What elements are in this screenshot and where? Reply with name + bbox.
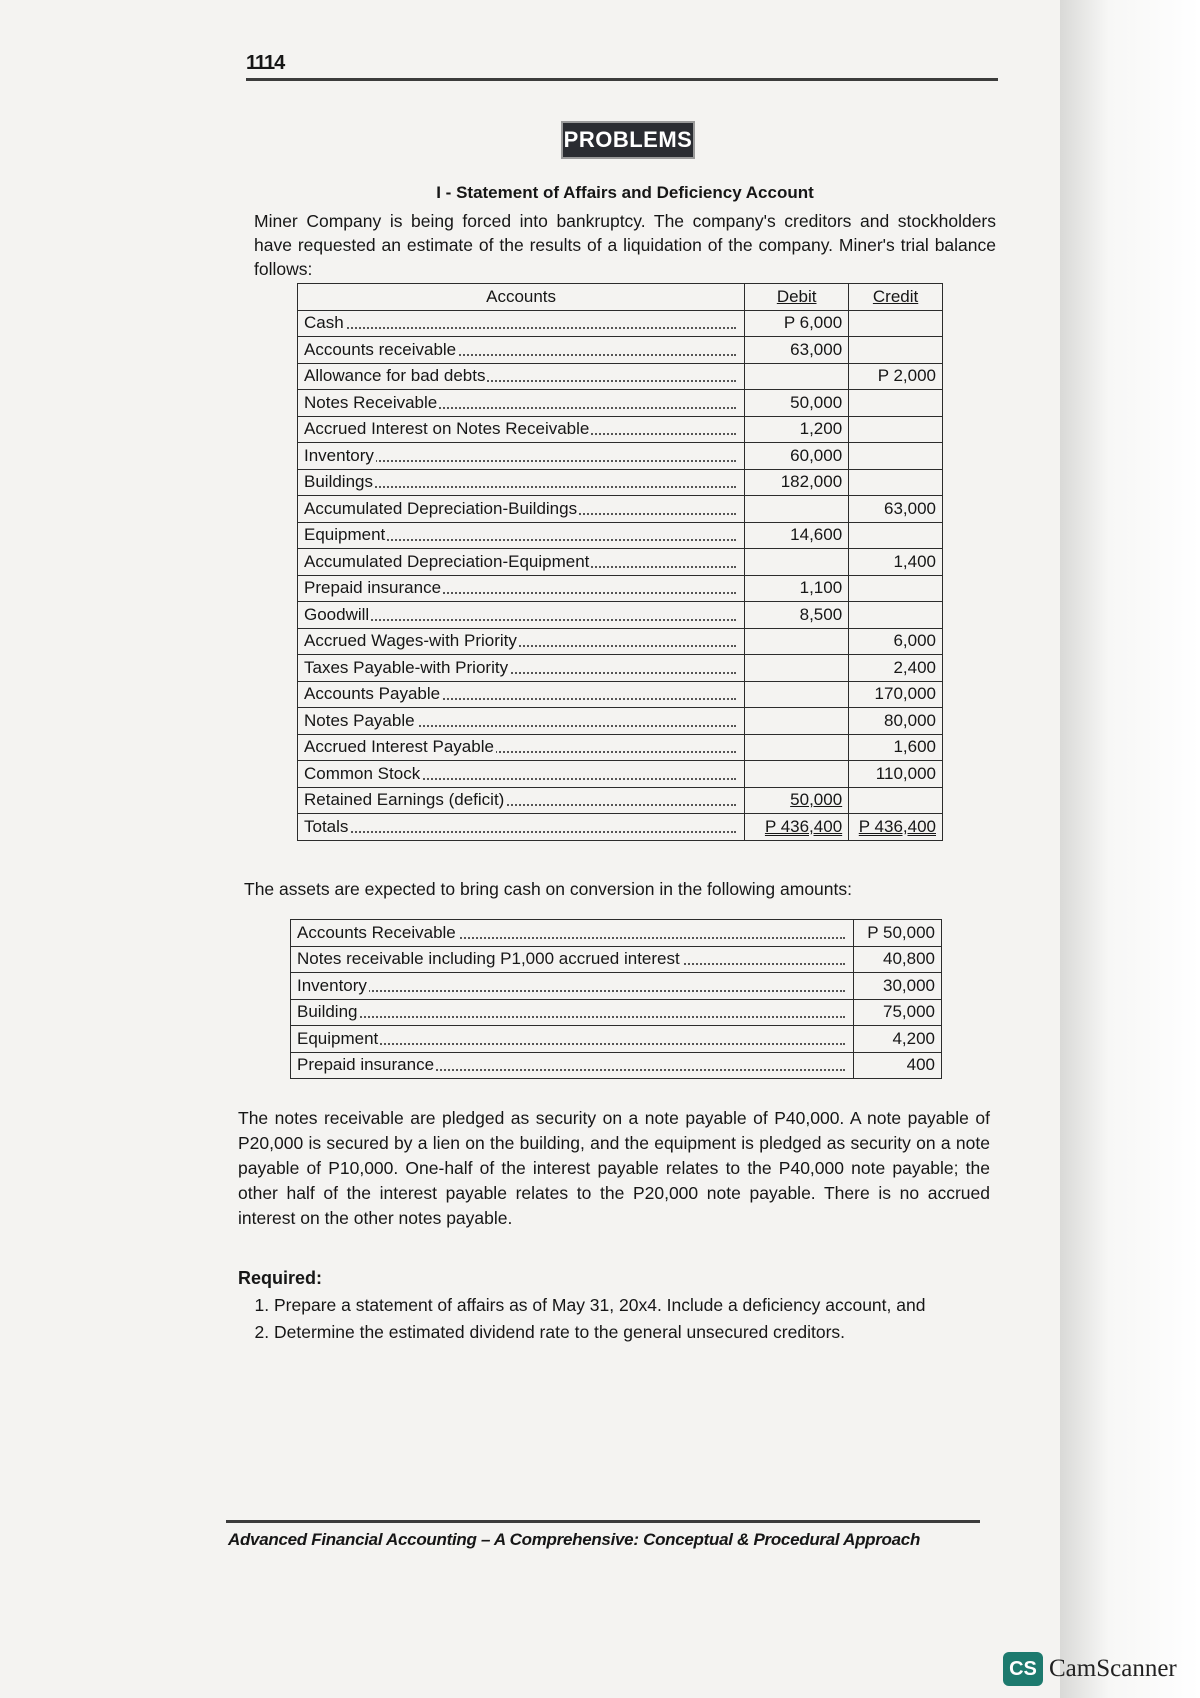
account-name: Retained Earnings (deficit) xyxy=(304,790,505,810)
table-row xyxy=(291,920,942,947)
debit-cell xyxy=(745,761,849,788)
notes-paragraph: The notes receivable are pledged as security on a note payable of P40,000. A note payable of P20,000 is secured by a lien on the building, and the equipment is pledged as security on a note payable of P10,000. One-half of the interest payable relates to the P40,000 note payable; the other half of the interest payable relates to the P20,000 note payable. There is no accrued interest on the other notes payable. xyxy=(238,1108,990,1228)
amount-cell xyxy=(853,1026,941,1053)
asset-name: Building xyxy=(297,1002,358,1022)
credit-cell xyxy=(849,575,943,602)
table-row xyxy=(298,575,943,602)
asset-name-cell xyxy=(291,920,854,947)
debit-cell xyxy=(745,681,849,708)
required-list xyxy=(238,1292,994,1346)
total-debit-cell xyxy=(745,814,849,841)
credit-value: 1,400 xyxy=(893,551,936,571)
account-name-cell xyxy=(298,469,745,496)
debit-cell xyxy=(745,628,849,655)
amount-value: 4,200 xyxy=(892,1028,935,1048)
table-row xyxy=(298,416,943,443)
credit-cell xyxy=(849,363,943,390)
account-name: Accounts Payable xyxy=(304,684,441,704)
table-row xyxy=(298,549,943,576)
page-number: 1114 xyxy=(246,52,285,74)
credit-value: 170,000 xyxy=(874,684,936,704)
credit-cell xyxy=(849,655,943,682)
asset-name: Inventory xyxy=(297,975,367,995)
trial-balance-header-row xyxy=(298,284,943,311)
credit-cell xyxy=(849,708,943,735)
account-name: Inventory xyxy=(304,445,374,465)
credit-value: 63,000 xyxy=(884,498,936,518)
debit-cell xyxy=(745,734,849,761)
amount-cell xyxy=(853,1052,941,1079)
conversion-values-body xyxy=(291,920,942,1079)
table-row xyxy=(298,655,943,682)
account-name-cell xyxy=(298,708,745,735)
credit-value: 6,000 xyxy=(893,631,936,651)
amount-value: 75,000 xyxy=(883,1002,935,1022)
credit-cell xyxy=(849,681,943,708)
debit-cell xyxy=(745,469,849,496)
debit-value: 50,000 xyxy=(790,392,843,412)
accounts-header: Accounts xyxy=(298,284,745,311)
debit-cell xyxy=(745,310,849,337)
account-name-cell xyxy=(298,416,745,443)
account-name-cell xyxy=(298,390,745,417)
credit-value: 110,000 xyxy=(875,763,936,783)
debit-header: Debit xyxy=(745,284,849,311)
table-row xyxy=(291,999,942,1026)
asset-name: Accounts Receivable xyxy=(297,922,456,942)
account-name: Accounts receivable xyxy=(304,339,457,359)
table-row xyxy=(291,1052,942,1079)
trial-balance-table xyxy=(297,283,943,841)
asset-name: Equipment xyxy=(297,1028,379,1048)
account-name: Notes Payable xyxy=(304,710,415,730)
account-name-cell xyxy=(298,734,745,761)
problems-heading: PROBLEMS xyxy=(563,123,693,157)
totals-label: Totals xyxy=(304,816,349,836)
account-name: Accumulated Depreciation-Equipment xyxy=(304,551,590,571)
intro-paragraph: Miner Company is being forced into bankruptcy. The company's creditors and stockholders have requested an estimate of the results of a liquidation of the company. Miner's trial balance follows: xyxy=(254,211,996,279)
account-name: Cash xyxy=(304,313,344,333)
account-name-cell xyxy=(298,363,745,390)
camscanner-name: CamScanner xyxy=(1049,1655,1177,1682)
account-name: Prepaid insurance xyxy=(304,578,442,598)
debit-cell xyxy=(745,337,849,364)
credit-cell xyxy=(849,390,943,417)
table-row xyxy=(298,337,943,364)
credit-cell xyxy=(849,734,943,761)
debit-cell xyxy=(745,602,849,629)
debit-cell xyxy=(745,363,849,390)
amount-value: 40,800 xyxy=(883,949,935,969)
trial-balance-body xyxy=(298,310,943,840)
account-name-cell xyxy=(298,761,745,788)
totals-row xyxy=(298,814,943,841)
account-name: Equipment xyxy=(304,525,386,545)
amount-cell xyxy=(853,946,941,973)
credit-cell xyxy=(849,761,943,788)
asset-name-cell xyxy=(291,1052,854,1079)
total-debit: P 436,400 xyxy=(764,816,843,836)
table-row xyxy=(298,681,943,708)
amount-value: P 50,000 xyxy=(867,922,935,942)
conversion-values-table xyxy=(290,919,942,1079)
camscanner-watermark xyxy=(1003,1652,1177,1686)
total-credit-cell xyxy=(849,814,943,841)
asset-name-cell xyxy=(291,999,854,1026)
account-name-cell xyxy=(298,443,745,470)
amount-value: 30,000 xyxy=(883,975,935,995)
account-name-cell xyxy=(298,628,745,655)
required-item: 2. Determine the estimated dividend rate to the general unsecured creditors. xyxy=(274,1319,994,1346)
account-name-cell xyxy=(298,337,745,364)
table-row xyxy=(291,1026,942,1053)
credit-value: 2,400 xyxy=(893,657,936,677)
debit-value: 8,500 xyxy=(799,604,843,624)
credit-cell xyxy=(849,416,943,443)
credit-cell xyxy=(849,602,943,629)
conversion-intro: The assets are expected to bring cash on conversion in the following amounts: xyxy=(244,879,852,899)
asset-name-cell xyxy=(291,1026,854,1053)
credit-value: P 2,000 xyxy=(877,366,936,386)
credit-cell xyxy=(849,443,943,470)
debit-value: 1,200 xyxy=(799,419,843,439)
account-name: Taxes Payable-with Priority xyxy=(304,657,509,677)
table-row xyxy=(298,363,943,390)
account-name: Accrued Wages-with Priority xyxy=(304,631,517,651)
account-name: Goodwill xyxy=(304,604,370,624)
debit-cell xyxy=(745,416,849,443)
account-name: Allowance for bad debts xyxy=(304,366,486,386)
table-row xyxy=(298,469,943,496)
table-row xyxy=(298,628,943,655)
debit-value: 50,000 xyxy=(790,790,843,810)
table-row xyxy=(298,602,943,629)
asset-name: Prepaid insurance xyxy=(297,1055,435,1075)
asset-name-cell xyxy=(291,973,854,1000)
credit-cell xyxy=(849,549,943,576)
account-name-cell xyxy=(298,549,745,576)
required-label: Required: xyxy=(238,1268,323,1288)
debit-cell xyxy=(745,708,849,735)
account-name: Accrued Interest on Notes Receivable xyxy=(304,419,590,439)
account-name-cell xyxy=(298,310,745,337)
table-row xyxy=(291,946,942,973)
credit-value: 1,600 xyxy=(893,737,936,757)
asset-name: Notes receivable including P1,000 accrued interest xyxy=(297,949,680,969)
account-name: Accrued Interest Payable xyxy=(304,737,494,757)
amount-cell xyxy=(853,973,941,1000)
debit-value: P 6,000 xyxy=(783,313,843,333)
table-row xyxy=(298,443,943,470)
required-item: 1. Prepare a statement of affairs as of May 31, 20x4. Include a deficiency account, and xyxy=(274,1292,994,1319)
account-name-cell xyxy=(298,575,745,602)
account-name-cell xyxy=(298,496,745,523)
totals-label-cell xyxy=(298,814,745,841)
table-row xyxy=(291,973,942,1000)
debit-value: 14,600 xyxy=(790,525,843,545)
account-name-cell xyxy=(298,787,745,814)
debit-cell xyxy=(745,522,849,549)
table-row xyxy=(298,310,943,337)
debit-cell xyxy=(745,496,849,523)
debit-value: 182,000 xyxy=(780,472,843,492)
credit-cell xyxy=(849,496,943,523)
debit-cell xyxy=(745,575,849,602)
account-name: Common Stock xyxy=(304,763,421,783)
table-row xyxy=(298,787,943,814)
footer-rule xyxy=(226,1520,980,1523)
credit-cell xyxy=(849,337,943,364)
table-row xyxy=(298,522,943,549)
credit-value: 80,000 xyxy=(884,710,936,730)
asset-name-cell xyxy=(291,946,854,973)
debit-cell xyxy=(745,549,849,576)
account-name-cell xyxy=(298,681,745,708)
debit-value: 1,100 xyxy=(799,578,843,598)
credit-cell xyxy=(849,522,943,549)
table-row xyxy=(298,496,943,523)
debit-value: 60,000 xyxy=(790,445,843,465)
credit-header: Credit xyxy=(849,284,943,311)
account-name: Buildings xyxy=(304,472,373,492)
header-rule xyxy=(246,78,998,81)
table-row xyxy=(298,761,943,788)
account-name-cell xyxy=(298,602,745,629)
problem-title: I - Statement of Affairs and Deficiency Account xyxy=(436,183,814,202)
book-title-footer: Advanced Financial Accounting – A Comprehensive: Conceptual & Procedural Approach xyxy=(228,1530,921,1549)
scan-edge xyxy=(1060,0,1200,1698)
amount-cell xyxy=(853,920,941,947)
credit-cell xyxy=(849,787,943,814)
credit-cell xyxy=(849,628,943,655)
camscanner-logo-icon: CS xyxy=(1003,1652,1043,1686)
debit-value: 63,000 xyxy=(790,339,843,359)
account-name: Notes Receivable xyxy=(304,392,438,412)
debit-cell xyxy=(745,655,849,682)
credit-cell xyxy=(849,469,943,496)
debit-cell xyxy=(745,787,849,814)
amount-value: 400 xyxy=(906,1055,935,1075)
debit-cell xyxy=(745,390,849,417)
account-name: Accumulated Depreciation-Buildings xyxy=(304,498,578,518)
table-row xyxy=(298,390,943,417)
table-row xyxy=(298,708,943,735)
table-row xyxy=(298,734,943,761)
account-name-cell xyxy=(298,522,745,549)
debit-cell xyxy=(745,443,849,470)
credit-cell xyxy=(849,310,943,337)
account-name-cell xyxy=(298,655,745,682)
amount-cell xyxy=(853,999,941,1026)
total-credit: P 436,400 xyxy=(858,816,936,836)
